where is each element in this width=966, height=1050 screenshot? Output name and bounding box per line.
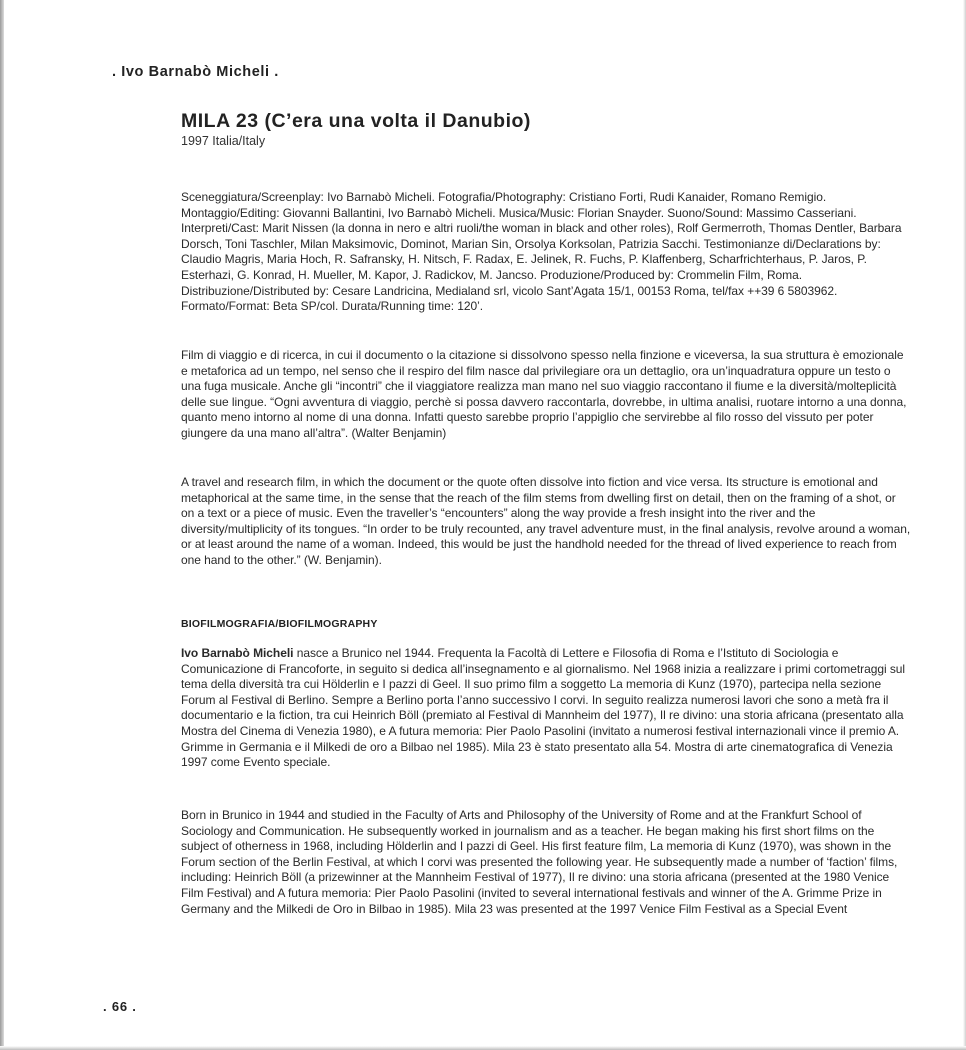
biography-italian-text: nasce a Brunico nel 1944. Frequenta la Facoltà di Lettere e Filosofia di Roma e l’Istituto di Sociologia e Comunicazione di Francoforte, in seguito si dedica all’insegnamento e al giornalismo. Nel 1968 inizia a realizzare i primi cortometraggi sul tema della diversità tra cui Hölderlin e I pazzi di Geel. Il suo primo film a soggetto La memoria di Kunz (1970), partecipa nella sezione Forum al Festival di Berlino. Sempre a Berlino porta l’anno successivo I corvi. In seguito realizza numerosi lavori che sono a metà fra il documentario e la fiction, tra cui Heinrich Böll (premiato al Festival di Mannheim del 1977), Il re divino: una storia africana (presentato alla Mostra del Cinema di Venezia 1980), e A futura memoria: Pier Paolo Pasolini (invitato a numerosi festival internazionali vince il premio A. Grimme in Germania e il Milkedi de oro a Bilbao nel 1985). Mila 23 è stato presentato alla 54. Mostra di arte cinematografica di Venezia 1997 come Evento speciale. [181,646,906,770]
synopsis-italian-text: Film di viaggio e di ricerca, in cui il documento o la citazione si dissolvono spesso nella finzione e viceversa, la sua struttura è emozionale e metaforica ad un tempo, nel senso che il respiro del film nasce dal privilegiare ora un dettaglio, ora un’inquadratura oppure un testo o una fuga musicale. Anche gli “incontri” che il viaggiatore realizza man mano nel suo viaggio raccontano il fiume e la diversità/molteplicità delle sue lingue. “Ogni avventura di viaggio, perchè si possa davvero raccontarla, dovrebbe, in ultima analisi, ruotare intorno a una donna, quanto meno intorno al nome di una donna. Infatti questo sarebbe proprio l’appiglio che servirebbe al filo rosso del vissuto per poter giungere da una mano all’altra”. (Walter Benjamin) [181,348,907,440]
page-bottom-edge [0,1046,966,1050]
biography-english-section [181,808,911,917]
biography-italian-section [181,646,911,771]
biography-english-text: Born in Brunico in 1944 and studied in the Faculty of Arts and Philosophy of the University of Rome and at the Frankfurt School of Sociology and Communication. He subsequently worked in journalism and as a teacher. He began making his first short films on the subject of otherness in 1968, including Hölderlin and I pazzi di Geel. His first feature film, La memoria di Kunz (1970), was shown in the Forum section of the Berlin Festival, at which I corvi was presented the following year. He subsequently made a number of ‘faction’ films, including: Heinrich Böll (a prizewinner at the Mannheim Festival of 1977), Il re divino: una storia africana (presented at the 1980 Venice Film Festival) and A futura memoria: Pier Paolo Pasolini (invited to several international festivals and winner of the A. Grimme Prize in Germany and the Milkedi de Oro in Bilbao in 1985). Mila 23 was presented at the 1997 Venice Film Festival as a Special Event [181,808,898,916]
synopsis-english-section [181,475,911,569]
running-header-author: . Ivo Barnabò Micheli . [112,64,279,80]
film-year-country: 1997 Italia/Italy [181,134,266,148]
synopsis-italian-section [181,348,911,442]
page-number: . 66 . [103,999,137,1014]
film-title: MILA 23 (C’era una volta il Danubio) [181,110,531,132]
biography-director-name: Ivo Barnabò Micheli [181,646,294,660]
page-binding-shadow [0,0,4,1050]
credits-text: Sceneggiatura/Screenplay: Ivo Barnabò Micheli. Fotografia/Photography: Cristiano Forti, Rudi Kanaider, Romano Remigio. Montaggio/Editing: Giovanni Ballantini, Ivo Barnabò Micheli. Musica/Music: Florian Snayder. Suono/Sound: Massimo Casseriani. Interpreti/Cast: Marit Nissen (la donna in nero e altri ruoli/the woman in black and other roles), Rolf Germerroth, Thomas Dentler, Barbara Dorsch, Toni Taschler, Milan Maksimovic, Dominot, Marian Sin, Orsolya Korksolan, Patrizia Sacchi. Testimonianze di/Declarations by: Claudio Magris, Maria Hoch, R. Safransky, H. Nitsch, F. Radax, E. Jelinek, R. Fuchs, P. Klaffenberg, Scharfrichterhaus, P. Jaros, P. Esterhazi, G. Konrad, H. Mueller, M. Kapor, J. Radickov, M. Jancso. Produzione/Produced by: Crommelin Film, Roma. Distribuzione/Distributed by: Cesare Landricina, Medialand srl, vicolo Sant’Agata 15/1, 00153 Roma, tel/fax ++39 6 5803962. Formato/Format: Beta SP/col. Durata/Running time: 120’. [181,190,902,314]
biography-italian-paragraph [181,646,911,771]
biofilmography-heading: BIOFILMOGRAFIA/BIOFILMOGRAPHY [181,618,378,630]
credits-section [181,190,911,315]
synopsis-english-text: A travel and research film, in which the document or the quote often dissolve into fiction and vice versa. Its structure is emotional and metaphorical at the same time, in the sense that the reach of the film stems from dwelling first on detail, then on the framing of a shot, or on a text or a piece of music. Even the traveller’s “encounters” along the way provide a fresh insight into the river and the diversity/multiplicity of its tongues. “In order to be truly recounted, any travel adventure must, in the final analysis, revolve around a woman, or at least around the name of a woman. Indeed, this would be just the handhold needed for the thread of lived experience to reach from one hand to the other.” (W. Benjamin). [181,475,911,567]
